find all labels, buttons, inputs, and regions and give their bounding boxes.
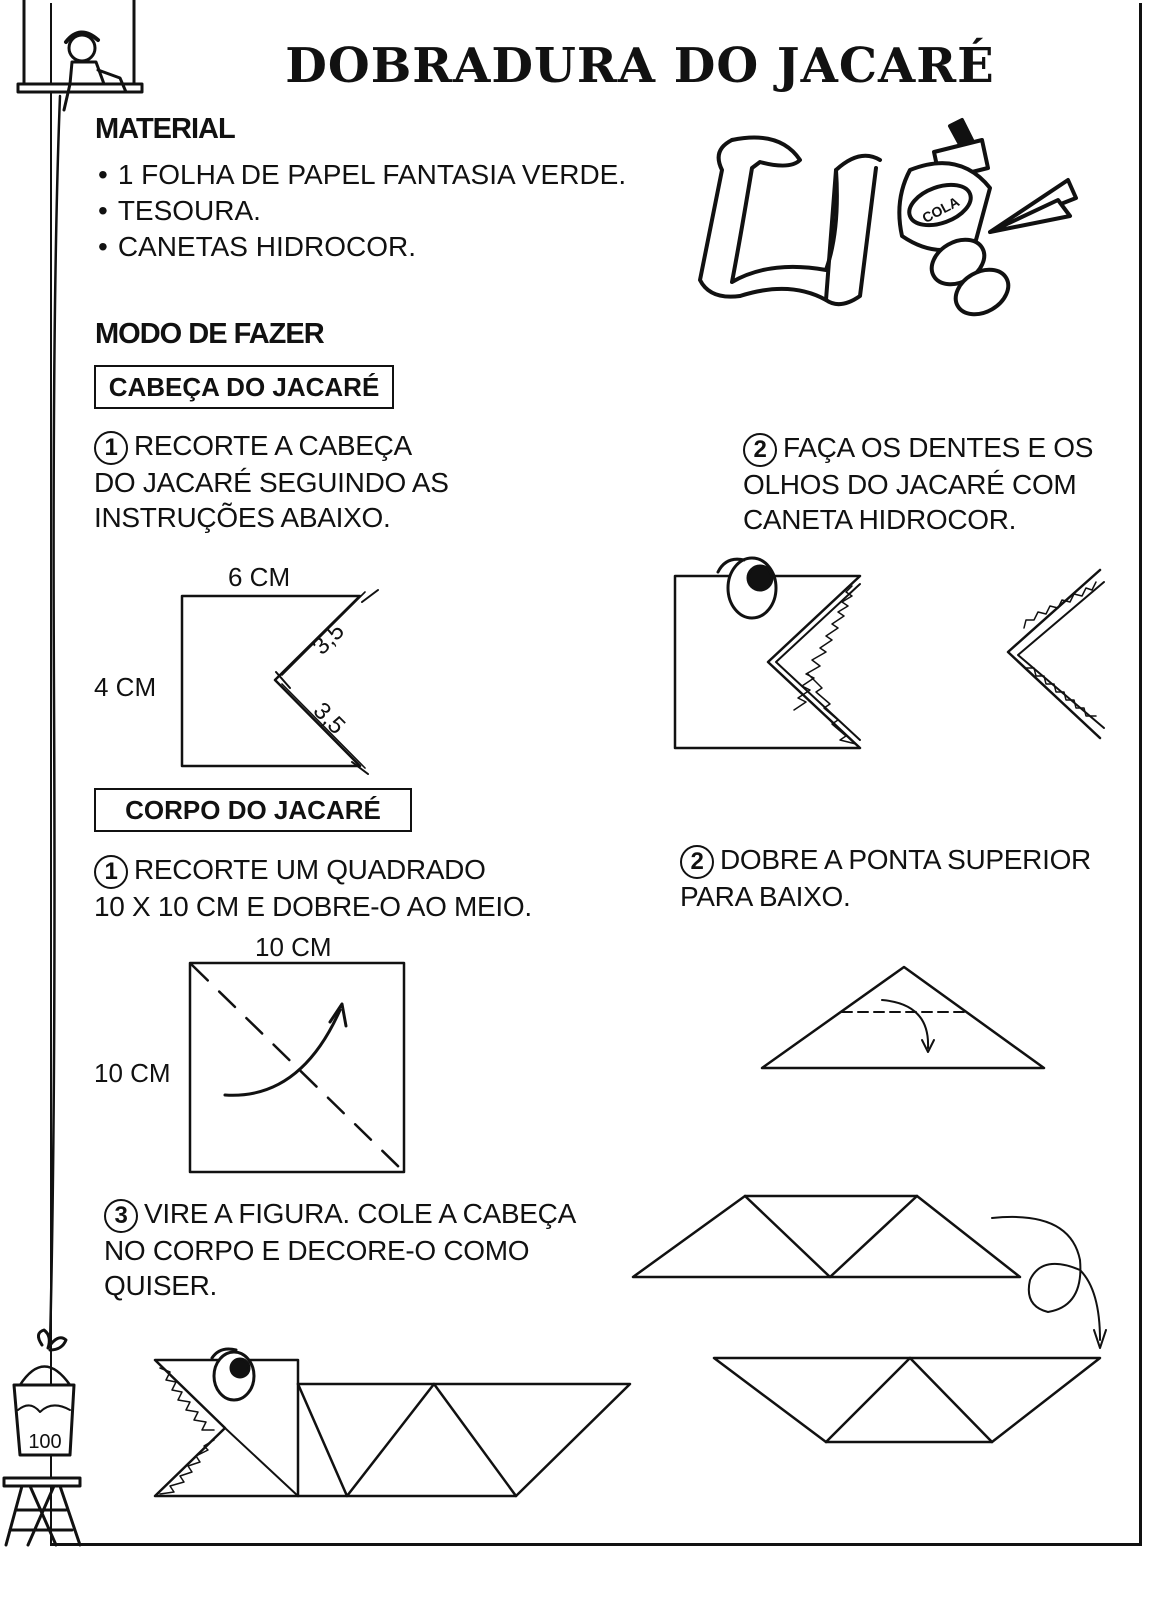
material-heading: MATERIAL	[95, 113, 235, 145]
folded-body-back-diagram	[714, 1358, 1100, 1442]
material-item: • CANETAS HIDROCOR.	[98, 229, 626, 265]
glue-label: COLA	[919, 193, 962, 226]
step-number: 2	[680, 845, 714, 879]
head-section-label: CABEÇA DO JACARÉ	[94, 365, 394, 409]
step-number: 1	[94, 431, 128, 465]
square-width-label: 10 CM	[255, 932, 332, 962]
rope	[50, 96, 60, 1345]
square-fold-diagram	[190, 963, 404, 1172]
glue-bottle-icon	[899, 120, 990, 250]
cut-dimension-1: 3,5	[307, 617, 350, 661]
head-width-label: 6 CM	[228, 562, 291, 592]
flip-arrow-icon	[992, 1217, 1106, 1348]
square-height-label: 10 CM	[94, 1058, 171, 1088]
folded-body-front-diagram	[633, 1196, 1020, 1277]
finished-alligator-diagram	[155, 1349, 630, 1496]
body-section-label: CORPO DO JACARÉ	[94, 788, 412, 832]
step-number: 2	[743, 433, 777, 467]
step-number: 3	[104, 1199, 138, 1233]
ladder-icon	[4, 1478, 80, 1545]
cut-dimension-2: 3,5	[307, 697, 351, 740]
page-number: 100	[28, 1431, 62, 1453]
head-step2: 2 FAÇA OS DENTES E OS OLHOS DO JACARÉ COM CANETA HIDROCOR.	[743, 432, 1094, 535]
method-heading: MODO DE FAZER	[95, 318, 324, 350]
swing-kid-icon	[18, 0, 142, 110]
head-cut-diagram	[182, 590, 378, 774]
head-step1: 1 RECORTE A CABEÇA DO JACARÉ SEGUINDO AS INSTRUÇÕES ABAIXO.	[94, 430, 449, 533]
head-height-label: 4 CM	[94, 672, 157, 702]
page-title: DOBRADURA DO JACARÉ	[285, 38, 995, 94]
body-step3: 3 VIRE A FIGURA. COLE A CABEÇA NO CORPO E DECORE-O COMO QUISER.	[104, 1198, 576, 1301]
step-number: 1	[94, 855, 128, 889]
material-item: • 1 FOLHA DE PAPEL FANTASIA VERDE.	[98, 157, 626, 193]
material-list	[98, 157, 626, 265]
teeth-strip-diagram	[1008, 570, 1104, 738]
triangle-fold-diagram	[762, 967, 1044, 1068]
body-step1: 1 RECORTE UM QUADRADO 10 X 10 CM E DOBRE-O AO MEIO.	[94, 854, 532, 922]
paper-scroll-icon	[700, 138, 880, 305]
head-with-teeth-diagram	[675, 558, 860, 748]
material-item: • TESOURA.	[98, 193, 626, 229]
body-step2: 2 DOBRE A PONTA SUPERIOR PARA BAIXO.	[680, 844, 1091, 912]
